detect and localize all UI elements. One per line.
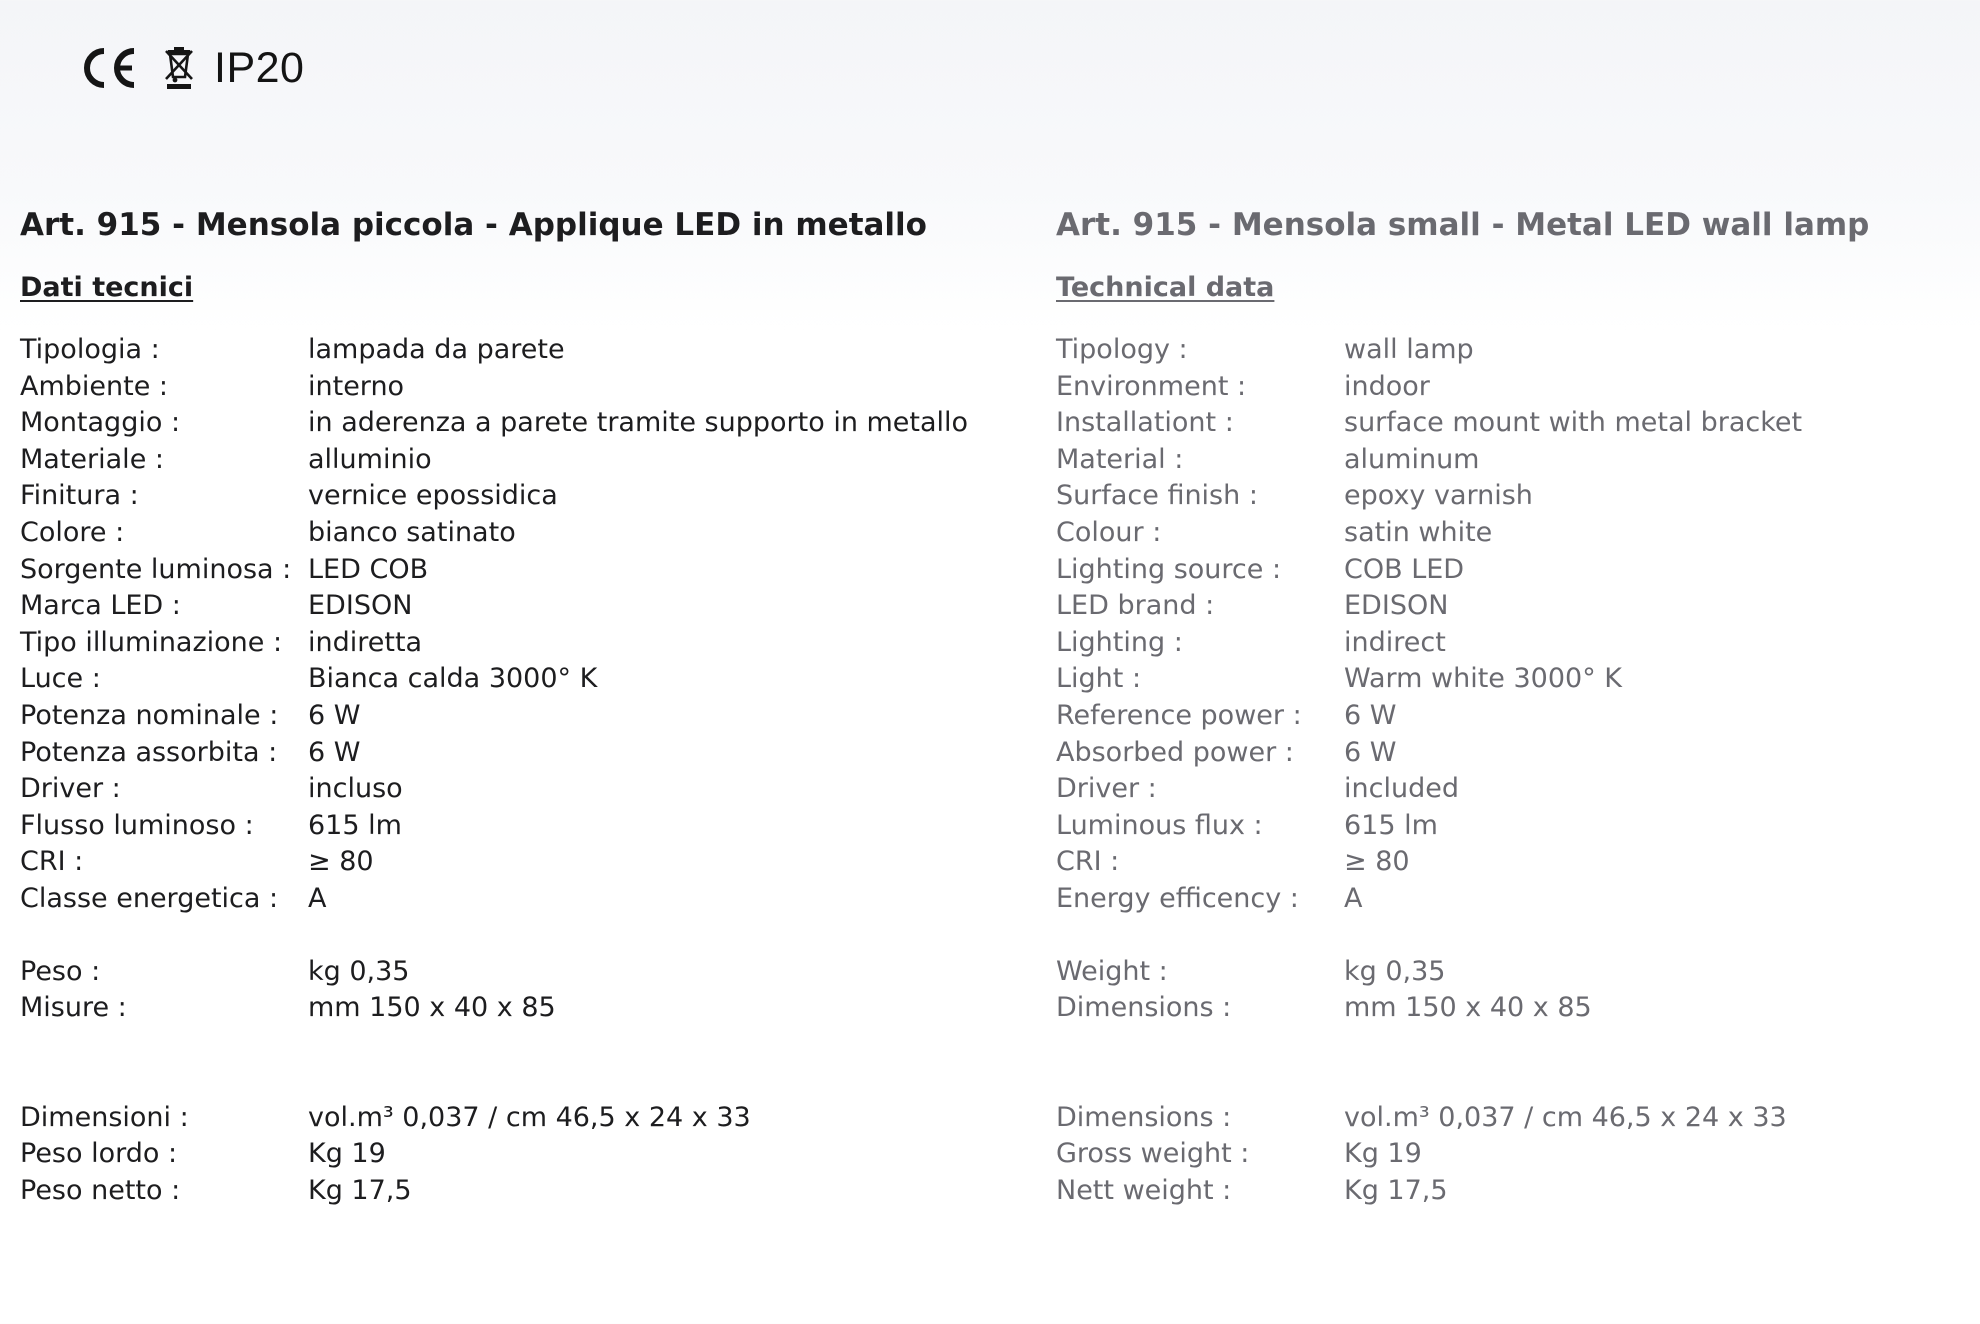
spec-label: Installationt : [1056, 407, 1234, 439]
packaging-label: Dimensioni : [20, 1101, 189, 1133]
spec-label: Ambiente : [20, 370, 169, 402]
spec-label: Driver : [20, 773, 121, 805]
spec-row [1056, 698, 1980, 735]
product-value: mm 150 x 40 x 85 [1344, 992, 1592, 1024]
spec-label: Marca LED : [20, 590, 181, 622]
spec-row [20, 552, 980, 589]
spec-value: indiretta [308, 626, 423, 658]
spec-label: Material : [1056, 443, 1184, 475]
product-label: Weight : [1056, 955, 1168, 987]
packaging-value: Kg 19 [1344, 1138, 1422, 1170]
packaging-value: Kg 19 [308, 1138, 386, 1170]
spec-label: Luminous flux : [1056, 809, 1263, 841]
spec-label: Flusso luminoso : [20, 809, 254, 841]
spec-label: Potenza assorbita : [20, 736, 278, 768]
spec-value: A [308, 882, 327, 914]
spec-value: EDISON [1344, 590, 1449, 622]
spec-value: EDISON [308, 590, 413, 622]
spec-label: CRI : [20, 846, 84, 878]
spec-label: LED brand : [1056, 590, 1215, 622]
spec-value: interno [308, 370, 405, 402]
spec-label: Finitura : [20, 480, 139, 512]
packaging-row [1056, 1173, 1980, 1210]
product-row [1056, 954, 1980, 991]
english-title: Art. 915 - Mensola small - Metal LED wall lamp [1056, 207, 1870, 243]
spec-value: incluso [308, 773, 403, 805]
product-value: kg 0,35 [1344, 955, 1446, 987]
spec-row [1056, 588, 1980, 625]
spec-row [20, 478, 980, 515]
spec-value: COB LED [1344, 553, 1465, 585]
spec-row [1056, 515, 1980, 552]
spec-value: 6 W [308, 736, 361, 768]
product-value: mm 150 x 40 x 85 [308, 992, 556, 1024]
spec-row [1056, 332, 1980, 369]
spec-row [1056, 661, 1980, 698]
spec-row [20, 369, 980, 406]
spec-row [1056, 625, 1980, 662]
spec-label: Surface finish : [1056, 480, 1258, 512]
spec-row [1056, 844, 1980, 881]
spec-label: Colour : [1056, 516, 1162, 548]
product-value: kg 0,35 [308, 955, 410, 987]
product-row [1056, 990, 1980, 1027]
spec-row [20, 881, 980, 918]
spec-value: indirect [1344, 626, 1446, 658]
packaging-row [1056, 1136, 1980, 1173]
spec-row [1056, 478, 1980, 515]
spec-label: Absorbed power : [1056, 736, 1294, 768]
packaging-label: Gross weight : [1056, 1138, 1250, 1170]
packaging-value: Kg 17,5 [1344, 1174, 1448, 1206]
spec-value: 615 lm [1344, 809, 1438, 841]
product-label: Misure : [20, 992, 127, 1024]
spec-value: 615 lm [308, 809, 402, 841]
spec-label: Montaggio : [20, 407, 181, 439]
packaging-row [20, 1136, 980, 1173]
spec-row [1056, 808, 1980, 845]
spec-row [20, 588, 980, 625]
italian-spec-list [20, 332, 980, 1209]
spec-value: A [1344, 882, 1363, 914]
spec-label: Potenza nominale : [20, 699, 279, 731]
spec-row [1056, 552, 1980, 589]
spec-label: CRI : [1056, 846, 1120, 878]
spec-value: alluminio [308, 443, 432, 475]
spec-value: Bianca calda 3000° K [308, 663, 598, 695]
spec-label: Reference power : [1056, 699, 1302, 731]
spec-value: in aderenza a parete tramite supporto in metallo [308, 407, 969, 439]
spec-value: 6 W [1344, 699, 1397, 731]
spec-value: lampada da parete [308, 334, 565, 365]
spec-row [20, 661, 980, 698]
crossed-out-bin-icon [162, 45, 196, 91]
italian-section-heading: Dati tecnici [20, 272, 194, 303]
spec-value: ≥ 80 [1344, 846, 1410, 878]
spec-label: Tipology : [1056, 334, 1188, 365]
packaging-row [20, 1100, 980, 1137]
spec-row [20, 735, 980, 772]
italian-title: Art. 915 - Mensola piccola - Applique LED in metallo [20, 207, 927, 243]
spec-label: Lighting source : [1056, 553, 1282, 585]
packaging-value: Kg 17,5 [308, 1174, 412, 1206]
spec-row [20, 515, 980, 552]
packaging-row [1056, 1100, 1980, 1137]
product-label: Dimensions : [1056, 992, 1232, 1024]
spec-value: vernice epossidica [308, 480, 558, 512]
spec-label: Tipologia : [20, 334, 160, 365]
spec-label: Classe energetica : [20, 882, 279, 914]
spec-value: included [1344, 773, 1459, 805]
english-section-heading: Technical data [1056, 272, 1275, 303]
spec-value: wall lamp [1344, 334, 1474, 365]
spec-row [1056, 405, 1980, 442]
spec-label: Tipo illuminazione : [20, 626, 283, 658]
packaging-row [20, 1173, 980, 1210]
spec-value: indoor [1344, 370, 1430, 402]
spec-label: Materiale : [20, 443, 164, 475]
spec-label: Driver : [1056, 773, 1157, 805]
spec-label: Sorgente luminosa : [20, 553, 292, 585]
spec-row [20, 698, 980, 735]
spec-row [20, 442, 980, 479]
spec-value: satin white [1344, 516, 1493, 548]
spec-row [20, 844, 980, 881]
spec-row [20, 771, 980, 808]
spec-label: Energy efficency : [1056, 882, 1299, 914]
spec-row [20, 808, 980, 845]
packaging-label: Dimensions : [1056, 1101, 1232, 1133]
spec-row [20, 625, 980, 662]
packaging-value: vol.m³ 0,037 / cm 46,5 x 24 x 33 [1344, 1101, 1787, 1133]
product-row [20, 990, 980, 1027]
packaging-value: vol.m³ 0,037 / cm 46,5 x 24 x 33 [308, 1101, 751, 1133]
packaging-label: Nett weight : [1056, 1174, 1232, 1206]
spec-value: bianco satinato [308, 516, 516, 548]
ce-mark-icon [80, 46, 140, 90]
spec-row [20, 332, 980, 369]
spec-row [1056, 881, 1980, 918]
spec-row [20, 405, 980, 442]
spec-row [1056, 735, 1980, 772]
spec-row [1056, 771, 1980, 808]
spec-value: surface mount with metal bracket [1344, 407, 1803, 439]
ip-rating: IP20 [214, 43, 305, 92]
spec-label: Light : [1056, 663, 1142, 695]
spec-value: Warm white 3000° K [1344, 663, 1623, 695]
packaging-label: Peso netto : [20, 1174, 181, 1206]
spec-value: 6 W [1344, 736, 1397, 768]
italian-column [20, 202, 980, 1209]
spec-value: ≥ 80 [308, 846, 374, 878]
spec-label: Lighting : [1056, 626, 1183, 658]
english-column [1056, 202, 1980, 1209]
spec-value: LED COB [308, 553, 429, 585]
spec-label: Luce : [20, 663, 101, 695]
certification-marks [80, 40, 304, 96]
spec-value: 6 W [308, 699, 361, 731]
spec-value: epoxy varnish [1344, 480, 1533, 512]
product-row [20, 954, 980, 991]
product-label: Peso : [20, 955, 101, 987]
spec-row [1056, 442, 1980, 479]
spec-value: aluminum [1344, 443, 1480, 475]
spec-label: Colore : [20, 516, 125, 548]
english-spec-list [1056, 332, 1980, 1209]
packaging-label: Peso lordo : [20, 1138, 178, 1170]
spec-row [1056, 369, 1980, 406]
spec-label: Environment : [1056, 370, 1247, 402]
